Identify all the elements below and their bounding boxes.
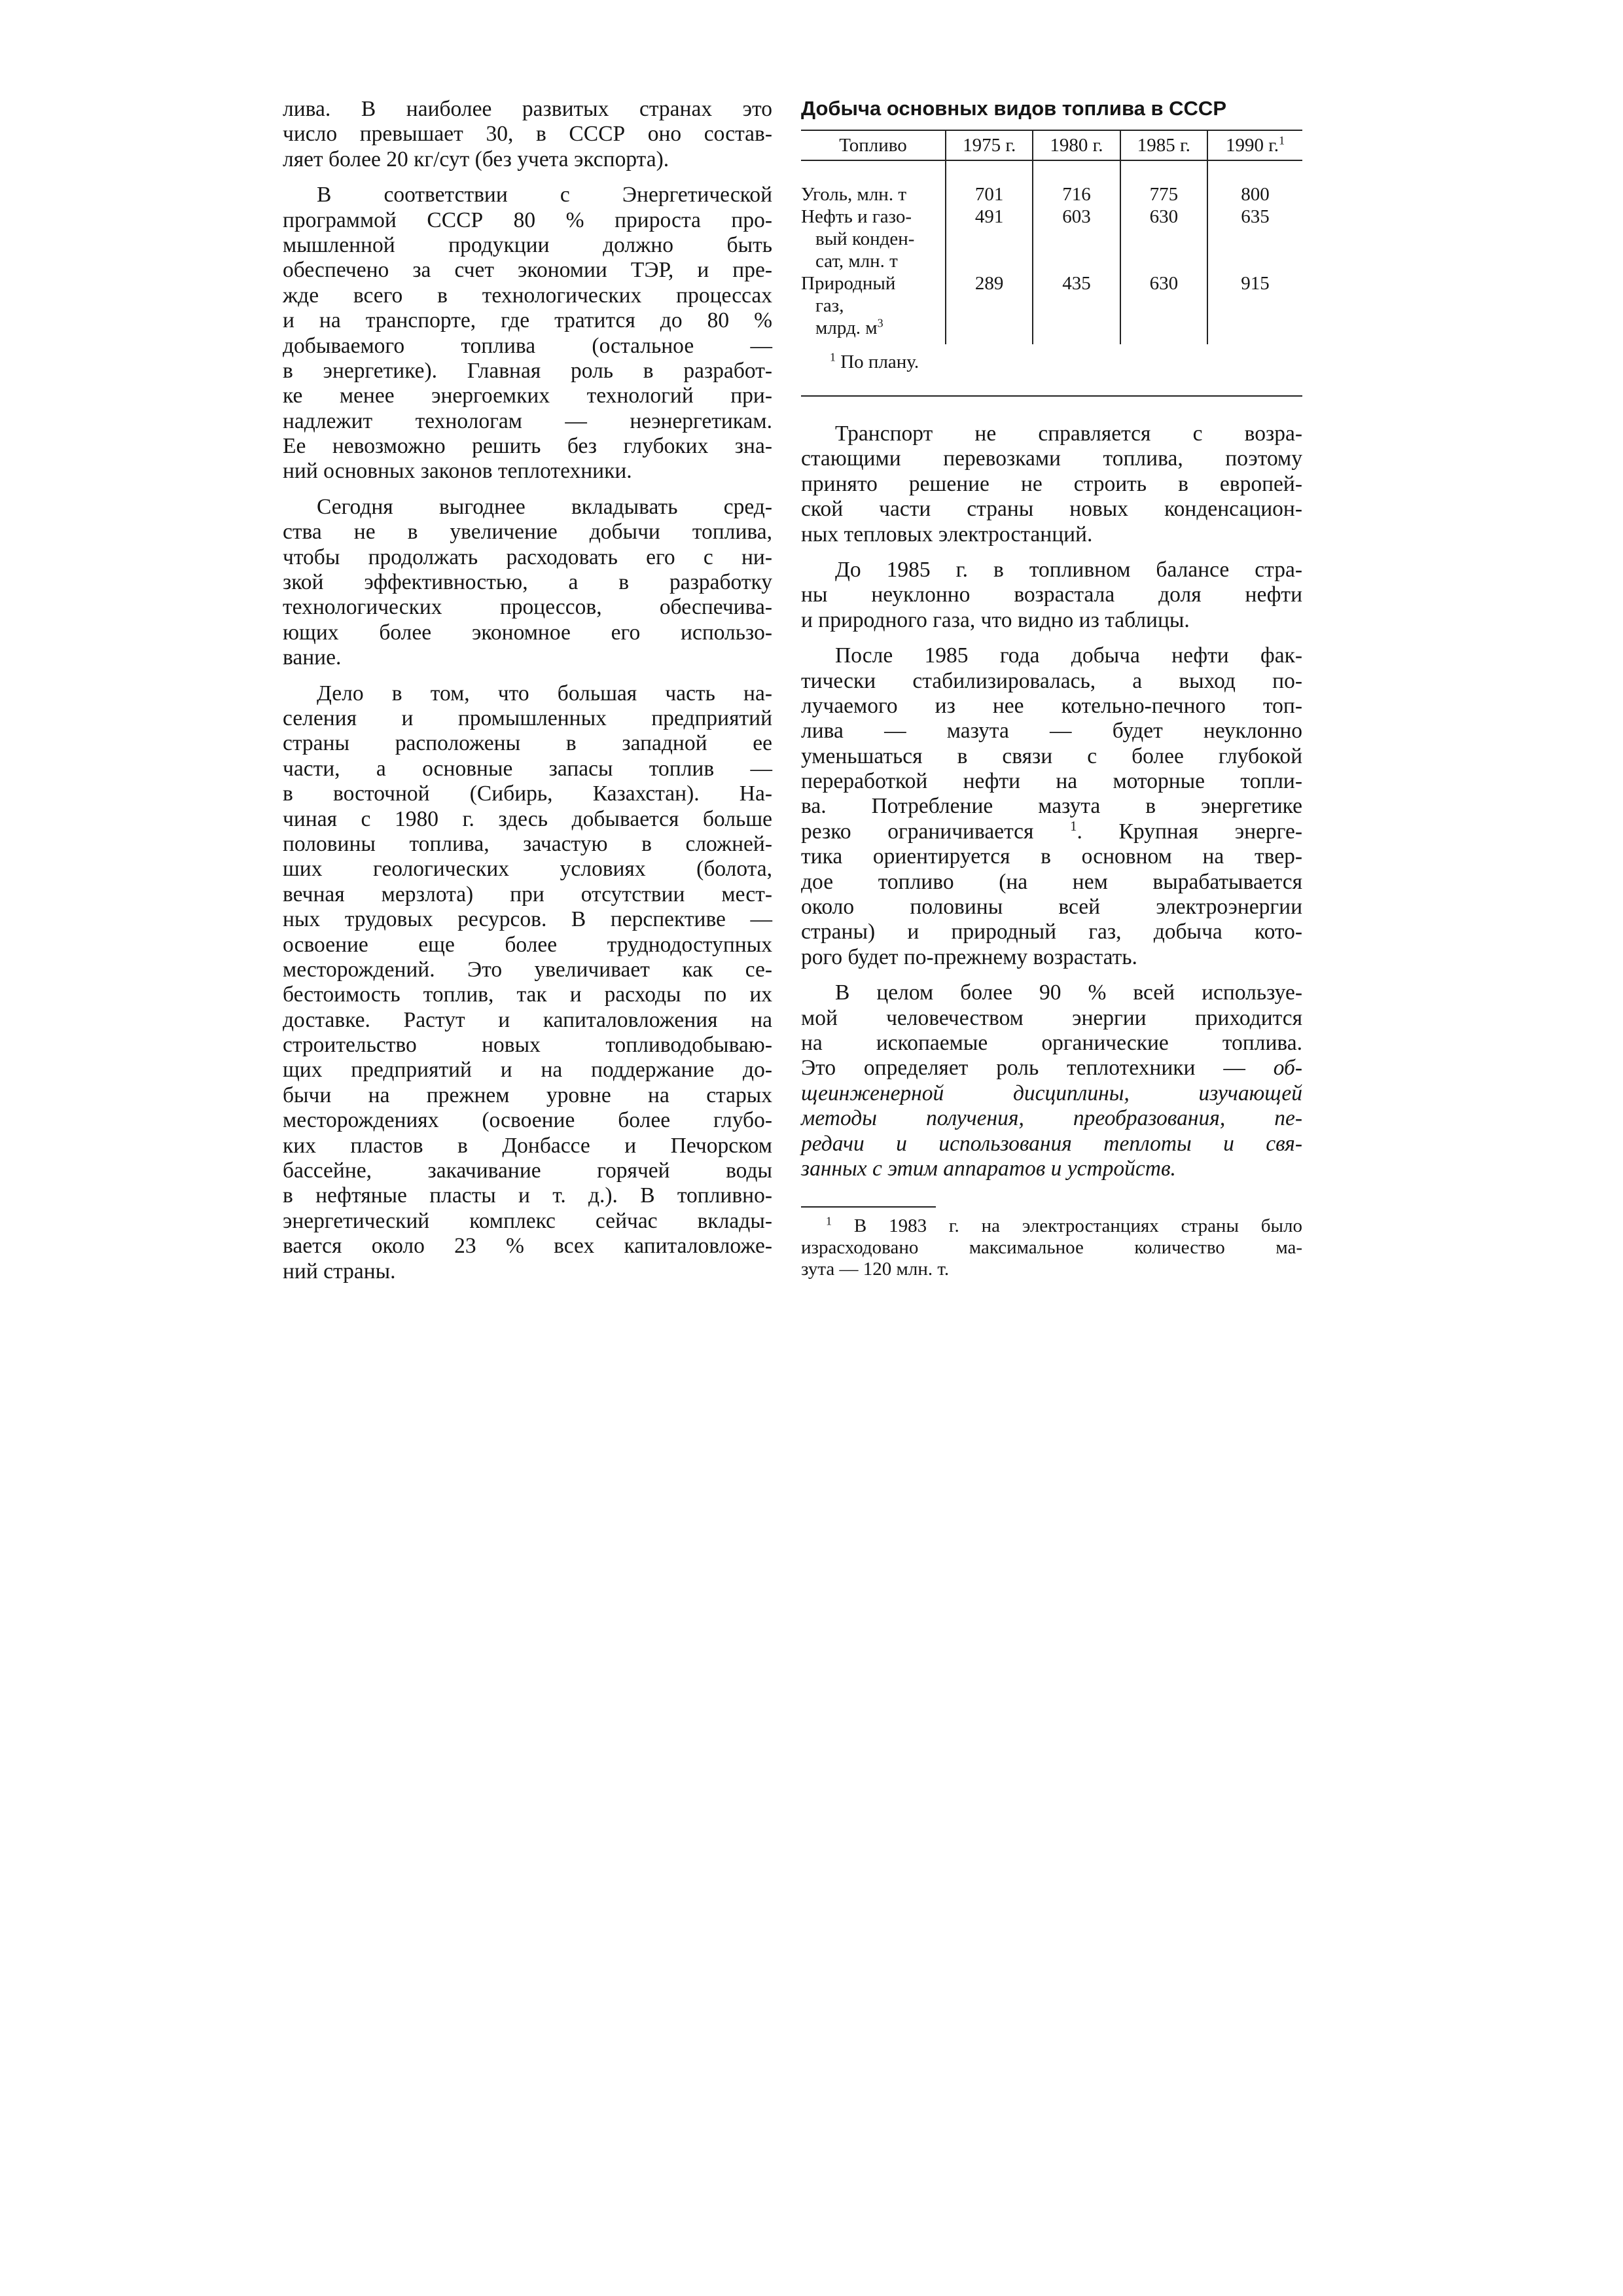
text-line: ской части страны новых конденсацион- — [801, 497, 1302, 522]
fuel-production-table — [801, 130, 1302, 344]
italic-text-line: методы получения, преобразования, пе- — [801, 1106, 1302, 1131]
text-line: в восточной (Сибирь, Казахстан). На- — [283, 781, 772, 806]
text-line: Это определяет роль теплотехники — об- — [801, 1056, 1302, 1081]
text-line: Ее невозможно решить без глубоких зна- — [283, 434, 772, 459]
paragraph — [801, 980, 1302, 1181]
text-line: число превышает 30, в СССР оно состав- — [283, 122, 772, 147]
italic-text-line: щеинженерной дисциплины, изучающей — [801, 1081, 1302, 1105]
table-rule — [801, 395, 1302, 397]
text-line: технологических процессов, обеспечива- — [283, 595, 772, 620]
text-line: Сегодня выгоднее вкладывать сред- — [317, 494, 772, 519]
right-column — [801, 97, 1302, 1280]
text-line: жде всего в технологических процессах — [283, 283, 772, 308]
text-line: бестоимость топлив, так и расходы по их — [283, 982, 772, 1007]
text-line: ких пластов в Донбассе и Печорском — [283, 1133, 772, 1158]
text-line: лучаемого из нее котельно-печного топ- — [801, 693, 1302, 718]
text-line: ных тепловых электростанций. — [801, 522, 1093, 547]
paragraph — [801, 558, 1302, 633]
text-line: стающими перевозками топлива, поэтому — [801, 446, 1302, 471]
text-line: половины топлива, зачастую в сложней- — [283, 831, 772, 856]
text-line: надлежит технологам — неэнергетикам. — [283, 408, 772, 433]
text-line: энергетический комплекс сейчас вклады- — [283, 1208, 772, 1233]
paragraph — [801, 422, 1302, 547]
row-label-oil: Нефть и газо- вый конден- сат, млн. т — [801, 206, 915, 272]
text-line: Транспорт не справляется с возра- — [835, 422, 1302, 446]
text-line: программой СССР 80 % прироста про- — [283, 207, 772, 232]
column-header-1975: 1975 г. — [946, 130, 1033, 160]
text-line: тически стабилизировалась, а выход по- — [801, 668, 1302, 693]
italic-text-line: занных с этим аппаратов и устройств. — [801, 1156, 1176, 1181]
text-line: рого будет по-прежнему возрастать. — [801, 944, 1137, 969]
text-line: вание. — [283, 645, 342, 670]
text-line: вается около 23 % всех капиталовложе- — [283, 1234, 772, 1259]
text-line: зкой эффективностью, а в разработку — [283, 570, 772, 595]
text-line: обеспечено за счет экономии ТЭР, и пре- — [283, 258, 772, 283]
text-line: ва. Потребление мазута в энергетике — [801, 794, 1302, 819]
row-label-coal: Уголь, млн. т — [801, 184, 906, 205]
paragraph — [801, 643, 1302, 970]
column-header-1980: 1980 г. — [1033, 130, 1120, 160]
table-cell: 716 — [1033, 160, 1120, 206]
paragraph — [283, 495, 772, 671]
paragraph — [283, 183, 772, 484]
text-line: лива. В наиболее развитых странах это — [283, 97, 772, 121]
text-line: ны неуклонно возрастала доля нефти — [801, 583, 1302, 607]
table-cell: 775 — [1120, 160, 1207, 206]
page-footnote — [801, 1215, 1302, 1280]
text-line: переработкой нефти на моторные топли- — [801, 769, 1302, 794]
table-row — [801, 160, 1302, 206]
table-footnote: $^1$ По плану. — [830, 350, 919, 372]
footnote-rule — [801, 1206, 936, 1208]
table-cell: 630 — [1120, 272, 1207, 344]
text-line: принято решение не строить в европей- — [801, 471, 1302, 496]
table-cell: 289 — [946, 272, 1033, 344]
text-line: бычи на прежнем уровне на старых — [283, 1083, 772, 1107]
text-line: ний основных законов теплотехники. — [283, 459, 632, 484]
text-line: на ископаемые органические топлива. — [801, 1030, 1302, 1055]
footnote-line: зута — 120 млн. т. — [801, 1259, 950, 1280]
table-cell: 603 — [1033, 206, 1120, 272]
table-cell: 435 — [1033, 272, 1120, 344]
text-line: строительство новых топливодобываю- — [283, 1033, 772, 1058]
text-line: тика ориентируется в основном на твер- — [801, 844, 1302, 869]
paragraph — [283, 97, 772, 172]
text-line: ний страны. — [283, 1259, 396, 1283]
text-line: месторождений. Это увеличивает как се- — [283, 957, 772, 982]
table-cell: 630 — [1120, 206, 1207, 272]
text-line: чиная с 1980 г. здесь добывается больше — [283, 806, 772, 831]
text-line: мышленной продукции должно быть — [283, 232, 772, 257]
text-line: лива — мазута — будет неуклонно — [801, 719, 1302, 744]
text-line: доставке. Растут и капиталовложения на — [283, 1007, 772, 1032]
footnote-line: $^1$ В 1983 г. на электростанциях страны было — [826, 1214, 1303, 1237]
italic-text: об- — [1273, 1056, 1302, 1081]
column-header-1990: 1990 г.$^1$ — [1207, 130, 1302, 160]
text-line: резко ограничивается $^1$. Крупная энерге- — [801, 818, 1302, 844]
text-line: В целом более 90 % всей используе- — [835, 980, 1302, 1005]
text-line: В соответствии с Энергетической — [317, 183, 772, 207]
text-line: и на транспорте, где тратится до 80 % — [283, 308, 772, 333]
text-line: части, а основные запасы топлив — — [283, 756, 772, 781]
text-line: До 1985 г. в топливном балансе стра- — [835, 557, 1302, 582]
text-line: страны) и природный газ, добыча кото- — [801, 920, 1302, 944]
footnote-ref: 1 — [1070, 818, 1077, 834]
italic-text-line: редачи и использования теплоты и свя- — [801, 1131, 1302, 1156]
table-row — [801, 206, 1302, 272]
text-line: ющих более экономное его использо- — [283, 620, 772, 645]
table-header-row — [801, 130, 1302, 160]
table-cell: 635 — [1207, 206, 1302, 272]
text-line: щих предприятий и на поддержание до- — [283, 1058, 772, 1083]
text-line: ства не в увеличение добычи топлива, — [283, 520, 772, 545]
text-line: и природного газа, что видно из таблицы. — [801, 607, 1190, 632]
table-cell: 491 — [946, 206, 1033, 272]
table-cell: 915 — [1207, 272, 1302, 344]
text-line: ных трудовых ресурсов. В перспективе — — [283, 907, 772, 932]
text-line: После 1985 года добыча нефти фак- — [835, 643, 1302, 668]
text-line: вечная мерзлота) при отсутствии мест- — [283, 882, 772, 906]
text-line: добываемого топлива (остальное — — [283, 333, 772, 358]
text-line: мой человечеством энергии приходится — [801, 1005, 1302, 1030]
text-line: в нефтяные пласты и т. д.). В топливно- — [283, 1183, 772, 1208]
column-header-fuel: Топливо — [801, 130, 946, 160]
paragraph — [283, 681, 772, 1284]
text-line: ляет более 20 кг/сут (без учета экспорта). — [283, 147, 669, 171]
table-cell: 701 — [946, 160, 1033, 206]
text-line: страны расположены в западной ее — [283, 731, 772, 756]
table-title: Добыча основных видов топлива в СССР — [801, 97, 1227, 120]
row-label-gas: Природный газ, млрд. $м^3$ — [801, 273, 896, 338]
text-line: дое топливо (на нем вырабатывается — [801, 869, 1302, 894]
text-line: в энергетике). Главная роль в разработ- — [283, 358, 772, 383]
text-line: бассейне, закачивание горячей воды — [283, 1158, 772, 1183]
text-line: освоение еще более труднодоступных — [283, 932, 772, 957]
table-cell: 800 — [1207, 160, 1302, 206]
left-column — [283, 97, 772, 1284]
text-line: Дело в том, что большая часть на- — [317, 681, 772, 706]
footnote-mark: 1 — [1279, 134, 1285, 147]
footnote-line: израсходовано максимальное количество ма- — [801, 1237, 1302, 1259]
text-line: ших геологических условиях (болота, — [283, 857, 772, 882]
text-line: чтобы продолжать расходовать его с ни- — [283, 545, 772, 569]
text-line: месторождениях (освоение более глубо- — [283, 1108, 772, 1133]
text-line: ке менее энергоемких технологий при- — [283, 384, 772, 408]
column-header-1985: 1985 г. — [1120, 130, 1207, 160]
table-row — [801, 272, 1302, 344]
text-line: около половины всей электроэнергии — [801, 895, 1302, 920]
text-line: уменьшаться в связи с более глубокой — [801, 744, 1302, 768]
text-line: селения и промышленных предприятий — [283, 706, 772, 730]
